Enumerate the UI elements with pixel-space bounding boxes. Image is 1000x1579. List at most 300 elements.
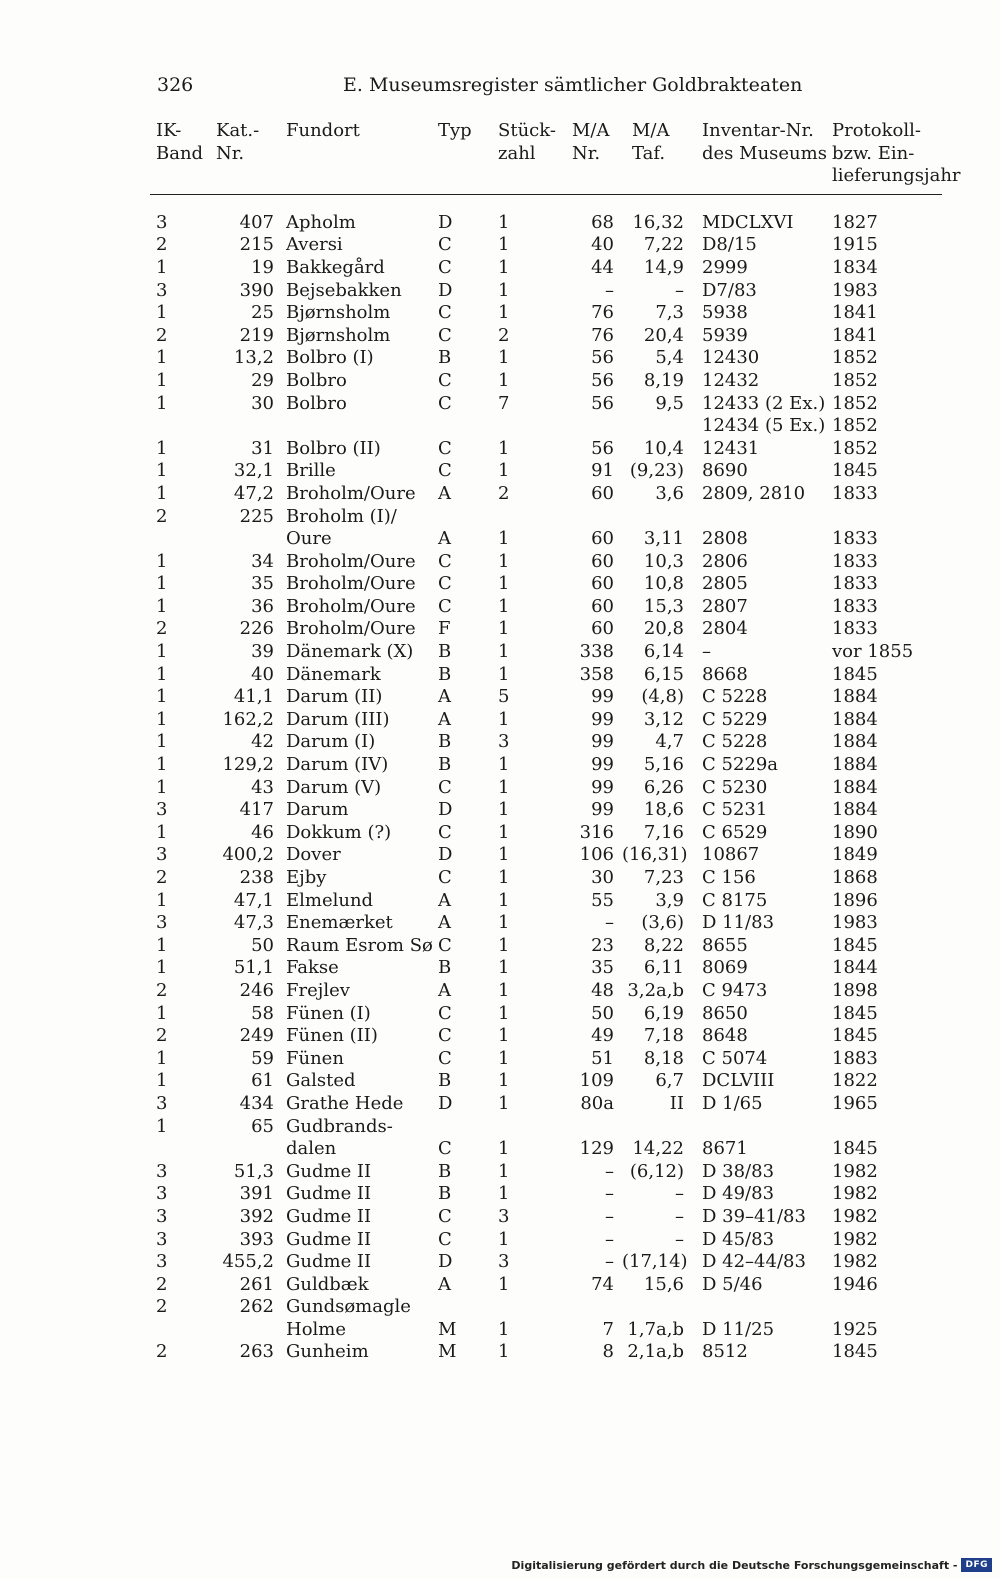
cell-typ: C xyxy=(438,867,452,888)
cell-fundort: Fünen xyxy=(286,1047,344,1069)
cell-protokoll: 1884 xyxy=(832,686,878,708)
cell-ik-band: 3 xyxy=(156,799,168,821)
cell-inventar-nr: D 11/25 xyxy=(702,1318,775,1340)
running-header xyxy=(157,74,803,104)
table-row xyxy=(150,551,942,574)
cell-protokoll: 1982 xyxy=(832,1228,878,1250)
cell-ma-taf: 20,4 xyxy=(643,324,684,346)
cell-fundort: Dänemark xyxy=(286,663,381,685)
cell-ma-nr: 60 xyxy=(591,550,614,572)
cell-ik-band: 1 xyxy=(156,1115,168,1137)
cell-kat-nr: 31 xyxy=(251,437,274,459)
museum-register-table xyxy=(150,120,961,1364)
cell-ma-taf: 9,5 xyxy=(655,392,684,414)
cell-kat-nr: 129,2 xyxy=(222,754,274,776)
cell-ik-band: 3 xyxy=(156,1228,168,1250)
cell-protokoll: 1884 xyxy=(832,799,878,821)
col-header-inventar-nr xyxy=(694,120,828,194)
table-row xyxy=(150,1116,942,1139)
cell-ik-band: 1 xyxy=(156,821,168,843)
col-header-line: Nr. xyxy=(572,142,601,164)
table-row xyxy=(150,1183,942,1206)
table-row xyxy=(150,1048,942,1071)
cell-kat-nr: 51,1 xyxy=(233,957,274,979)
cell-typ: A xyxy=(438,979,451,1001)
table-row xyxy=(150,844,942,867)
cell-typ: C xyxy=(438,234,452,256)
table-row xyxy=(150,822,942,845)
cell-fundort: Darum (V) xyxy=(286,776,382,798)
cell-stueckzahl: 1 xyxy=(498,437,510,459)
col-header-fundort xyxy=(280,120,434,194)
cell-stueckzahl: 1 xyxy=(498,528,510,550)
cell-ma-nr: 48 xyxy=(591,979,614,1001)
table-row xyxy=(150,302,942,325)
cell-kat-nr: 25 xyxy=(251,302,274,324)
footer-text: Digitalisierung gefördert durch die Deutsche Forschungsgemeinschaft - xyxy=(511,1558,958,1572)
col-header-line: IK- xyxy=(156,120,182,141)
table-row xyxy=(150,867,942,890)
cell-ma-nr: – xyxy=(605,912,614,934)
cell-ik-band xyxy=(150,528,206,551)
cell-ma-taf: 8,19 xyxy=(643,369,684,391)
cell-ik-band: 1 xyxy=(156,347,168,369)
cell-ma-nr: 76 xyxy=(591,302,614,324)
cell-stueckzahl: 1 xyxy=(498,799,510,821)
cell-ma-nr: 99 xyxy=(591,754,614,776)
cell-stueckzahl: 1 xyxy=(498,573,510,595)
cell-protokoll xyxy=(828,1116,942,1139)
table-row xyxy=(150,1138,942,1161)
cell-typ: B xyxy=(438,1183,452,1205)
cell-ma-taf: 6,15 xyxy=(643,663,684,685)
cell-inventar-nr: C 8175 xyxy=(702,889,768,911)
cell-typ: A xyxy=(438,528,451,550)
cell-typ: C xyxy=(438,573,452,595)
cell-protokoll: 1982 xyxy=(832,1183,878,1205)
cell-ma-nr: 99 xyxy=(591,731,614,753)
cell-ma-taf: 20,8 xyxy=(643,618,684,640)
cell-ma-nr: 74 xyxy=(591,1273,614,1295)
cell-protokoll: 1845 xyxy=(832,1138,878,1160)
cell-ik-band: 3 xyxy=(156,211,168,233)
cell-ma-nr: 60 xyxy=(591,618,614,640)
cell-kat-nr: 47,2 xyxy=(233,482,274,504)
col-header-line: Kat.- xyxy=(216,120,260,141)
col-header-line: zahl xyxy=(498,142,536,164)
cell-protokoll: 1965 xyxy=(832,1092,878,1114)
cell-inventar-nr: D 11/83 xyxy=(702,912,775,934)
cell-protokoll: 1896 xyxy=(832,889,878,911)
cell-fundort: Gudme II xyxy=(286,1183,372,1205)
cell-ik-band: 2 xyxy=(156,1341,168,1363)
cell-ma-taf xyxy=(622,1296,694,1319)
table-row xyxy=(150,438,942,461)
cell-fundort: Darum (I) xyxy=(286,731,376,753)
cell-fundort: Gudme II xyxy=(286,1251,372,1273)
cell-protokoll: 1849 xyxy=(832,844,878,866)
cell-kat-nr: 41,1 xyxy=(233,686,274,708)
cell-ma-taf: 18,6 xyxy=(643,799,684,821)
cell-fundort: Broholm/Oure xyxy=(286,573,416,595)
cell-ma-taf: 6,14 xyxy=(643,641,684,663)
cell-protokoll: 1845 xyxy=(832,460,878,482)
cell-ma-nr: – xyxy=(605,1160,614,1182)
cell-protokoll: 1915 xyxy=(832,234,878,256)
cell-stueckzahl xyxy=(488,1296,558,1319)
cell-stueckzahl: 2 xyxy=(498,482,510,504)
cell-ma-nr: 23 xyxy=(591,934,614,956)
cell-stueckzahl: 1 xyxy=(498,754,510,776)
table-row xyxy=(150,1251,942,1274)
table-row xyxy=(150,641,942,664)
cell-fundort: Broholm (I)/ xyxy=(286,505,397,527)
cell-ik-band: 1 xyxy=(156,1002,168,1024)
cell-kat-nr xyxy=(206,415,280,438)
cell-protokoll: 1845 xyxy=(832,663,878,685)
cell-typ: A xyxy=(438,708,451,730)
cell-kat-nr: 226 xyxy=(239,618,274,640)
cell-protokoll: 1884 xyxy=(832,731,878,753)
cell-protokoll: 1834 xyxy=(832,256,878,278)
cell-inventar-nr: D8/15 xyxy=(702,234,757,256)
cell-fundort: Enemærket xyxy=(286,912,393,934)
cell-protokoll: 1884 xyxy=(832,776,878,798)
cell-ma-taf: 5,16 xyxy=(643,754,684,776)
cell-ma-taf: 7,3 xyxy=(655,302,684,324)
cell-typ: C xyxy=(438,302,452,324)
cell-protokoll: 1845 xyxy=(832,1341,878,1363)
table-row xyxy=(150,890,942,913)
cell-ma-taf: 14,9 xyxy=(643,256,684,278)
cell-ma-taf: 6,11 xyxy=(643,957,684,979)
cell-kat-nr xyxy=(206,1138,280,1161)
cell-ma-taf: 1,7a,b xyxy=(627,1318,684,1340)
cell-typ: D xyxy=(438,211,453,233)
cell-ma-taf: 8,22 xyxy=(643,934,684,956)
cell-inventar-nr: 8690 xyxy=(702,460,748,482)
cell-fundort: Bolbro (II) xyxy=(286,437,381,459)
cell-ik-band: 2 xyxy=(156,1273,168,1295)
cell-ma-taf: 3,9 xyxy=(655,889,684,911)
cell-ma-taf: 4,7 xyxy=(655,731,684,753)
table-row xyxy=(150,957,942,980)
cell-ma-taf: 7,16 xyxy=(643,821,684,843)
cell-kat-nr: 392 xyxy=(239,1205,274,1227)
cell-ma-nr: 99 xyxy=(591,686,614,708)
cell-ik-band: 1 xyxy=(156,369,168,391)
cell-typ: B xyxy=(438,957,452,979)
cell-inventar-nr: 12433 (2 Ex.) xyxy=(702,392,826,414)
cell-ma-taf: – xyxy=(675,279,684,301)
cell-typ: C xyxy=(438,1002,452,1024)
cell-ma-taf: (16,31) xyxy=(622,844,688,866)
cell-typ: M xyxy=(438,1341,457,1363)
cell-inventar-nr: 12432 xyxy=(702,369,760,391)
cell-ma-nr: 68 xyxy=(591,211,614,233)
table-row xyxy=(150,664,942,687)
cell-ik-band: 2 xyxy=(156,234,168,256)
cell-fundort: Bolbro xyxy=(286,392,347,414)
cell-ma-taf: 7,18 xyxy=(643,1025,684,1047)
cell-protokoll: 1827 xyxy=(832,211,878,233)
cell-ik-band: 1 xyxy=(156,776,168,798)
cell-ik-band: 1 xyxy=(156,595,168,617)
col-header-line: Inventar-Nr. xyxy=(702,120,814,141)
cell-ma-taf: 7,23 xyxy=(643,867,684,888)
cell-typ: C xyxy=(438,595,452,617)
cell-ma-nr: 129 xyxy=(579,1138,614,1160)
cell-ma-taf: – xyxy=(675,1205,684,1227)
cell-inventar-nr xyxy=(694,1296,828,1319)
cell-typ: B xyxy=(438,1160,452,1182)
cell-ma-nr: 99 xyxy=(591,799,614,821)
cell-typ: C xyxy=(438,369,452,391)
cell-typ: D xyxy=(438,799,453,821)
cell-fundort: Brille xyxy=(286,460,336,482)
cell-ik-band: 1 xyxy=(156,550,168,572)
cell-kat-nr: 36 xyxy=(251,595,274,617)
cell-inventar-nr: 8069 xyxy=(702,957,748,979)
cell-typ xyxy=(434,506,488,529)
cell-fundort: Fünen (I) xyxy=(286,1002,371,1024)
cell-typ: M xyxy=(438,1318,457,1340)
cell-ik-band xyxy=(150,1138,206,1161)
cell-ma-taf: 6,26 xyxy=(643,776,684,798)
cell-ik-band: 2 xyxy=(156,1025,168,1047)
cell-kat-nr: 61 xyxy=(251,1070,274,1092)
cell-typ: D xyxy=(438,1251,453,1273)
cell-kat-nr: 215 xyxy=(239,234,274,256)
cell-stueckzahl xyxy=(488,1116,558,1139)
cell-fundort: Fakse xyxy=(286,957,339,979)
cell-kat-nr xyxy=(206,1319,280,1342)
cell-stueckzahl: 1 xyxy=(498,1341,510,1363)
cell-ma-taf: 6,19 xyxy=(643,1002,684,1024)
cell-stueckzahl: 1 xyxy=(498,1228,510,1250)
cell-fundort: Gudme II xyxy=(286,1205,372,1227)
cell-inventar-nr: – xyxy=(702,641,711,663)
cell-ik-band: 1 xyxy=(156,934,168,956)
col-header-line: M/A xyxy=(572,120,610,141)
cell-typ: A xyxy=(438,912,451,934)
cell-protokoll: 1883 xyxy=(832,1047,878,1069)
cell-stueckzahl: 1 xyxy=(498,618,510,640)
cell-kat-nr: 43 xyxy=(251,776,274,798)
col-header-line: Protokoll- xyxy=(832,120,921,141)
cell-stueckzahl: 1 xyxy=(498,595,510,617)
cell-stueckzahl: 1 xyxy=(498,302,510,324)
cell-fundort: Elmelund xyxy=(286,889,374,911)
cell-ma-taf: 5,4 xyxy=(655,347,684,369)
cell-typ: D xyxy=(438,279,453,301)
col-header-ik-band xyxy=(150,120,206,194)
cell-stueckzahl: 1 xyxy=(498,460,510,482)
cell-fundort: Dover xyxy=(286,844,341,866)
cell-stueckzahl: 1 xyxy=(498,821,510,843)
cell-typ: A xyxy=(438,482,451,504)
table-row xyxy=(150,1025,942,1048)
cell-fundort: Darum (II) xyxy=(286,686,383,708)
cell-typ: B xyxy=(438,347,452,369)
cell-ma-nr: 56 xyxy=(591,392,614,414)
cell-ik-band: 3 xyxy=(156,912,168,934)
cell-ma-nr: 106 xyxy=(579,844,614,866)
cell-typ xyxy=(434,1116,488,1139)
cell-kat-nr: 391 xyxy=(239,1183,274,1205)
cell-ma-nr: – xyxy=(605,1205,614,1227)
cell-kat-nr: 34 xyxy=(251,550,274,572)
cell-ik-band: 1 xyxy=(156,437,168,459)
cell-typ: C xyxy=(438,1138,452,1160)
cell-ma-taf: – xyxy=(675,1183,684,1205)
cell-stueckzahl: 1 xyxy=(498,1002,510,1024)
cell-protokoll: 1890 xyxy=(832,821,878,843)
col-header-line: des Museums xyxy=(702,142,827,164)
cell-fundort: Bolbro (I) xyxy=(286,347,374,369)
cell-inventar-nr: C 5231 xyxy=(702,799,768,821)
cell-ma-taf: 15,6 xyxy=(643,1273,684,1295)
cell-stueckzahl: 1 xyxy=(498,776,510,798)
cell-kat-nr: 47,1 xyxy=(233,889,274,911)
dfg-logo: DFG xyxy=(961,1558,992,1572)
cell-ma-nr: 99 xyxy=(591,776,614,798)
running-title: E. Museumsregister sämtlicher Goldbrakteaten xyxy=(343,74,803,96)
cell-protokoll: 1898 xyxy=(832,979,878,1001)
cell-fundort: Broholm/Oure xyxy=(286,595,416,617)
cell-ma-taf: 8,18 xyxy=(643,1047,684,1069)
cell-ma-nr: 316 xyxy=(579,821,614,843)
cell-stueckzahl: 1 xyxy=(498,1183,510,1205)
col-header-typ xyxy=(434,120,488,194)
cell-inventar-nr: 8648 xyxy=(702,1025,748,1047)
cell-ik-band: 1 xyxy=(156,302,168,324)
table-row xyxy=(150,1070,942,1093)
table-row xyxy=(150,799,942,822)
cell-kat-nr: 261 xyxy=(239,1273,274,1295)
cell-protokoll: 1852 xyxy=(832,437,878,459)
col-header-line: bzw. Ein- xyxy=(832,142,915,164)
cell-ma-nr: 8 xyxy=(602,1341,614,1363)
cell-kat-nr: 219 xyxy=(239,324,274,346)
cell-kat-nr xyxy=(206,528,280,551)
cell-ma-nr: 60 xyxy=(591,528,614,550)
cell-fundort: Dokkum (?) xyxy=(286,821,392,843)
table-row xyxy=(150,528,942,551)
cell-typ: A xyxy=(438,889,451,911)
cell-protokoll xyxy=(828,1296,942,1319)
cell-kat-nr: 51,3 xyxy=(233,1160,274,1182)
cell-fundort: Frejlev xyxy=(286,979,350,1001)
table-row xyxy=(150,709,942,732)
cell-fundort: Grathe Hede xyxy=(286,1092,404,1114)
cell-kat-nr: 39 xyxy=(251,641,274,663)
cell-fundort: Darum (IV) xyxy=(286,754,389,776)
cell-inventar-nr: 10867 xyxy=(702,844,760,866)
cell-fundort: Darum (III) xyxy=(286,708,390,730)
cell-ma-taf: (3,6) xyxy=(641,912,684,934)
cell-kat-nr: 238 xyxy=(239,867,274,888)
cell-typ: C xyxy=(438,460,452,482)
cell-ma-nr xyxy=(558,506,622,529)
table-row xyxy=(150,325,942,348)
cell-ma-taf: – xyxy=(675,1228,684,1250)
col-header-line: Taf. xyxy=(632,142,666,164)
cell-typ: B xyxy=(438,663,452,685)
table-row xyxy=(150,280,942,303)
cell-protokoll: 1833 xyxy=(832,618,878,640)
cell-stueckzahl: 1 xyxy=(498,1160,510,1182)
cell-kat-nr: 46 xyxy=(251,821,274,843)
cell-protokoll: 1852 xyxy=(832,392,878,414)
cell-stueckzahl: 7 xyxy=(498,392,510,414)
cell-ma-nr: 60 xyxy=(591,595,614,617)
cell-protokoll: 1841 xyxy=(832,302,878,324)
cell-typ: C xyxy=(438,821,452,843)
cell-inventar-nr: C 5229 xyxy=(702,708,768,730)
cell-ma-nr: 44 xyxy=(591,256,614,278)
cell-ik-band: 1 xyxy=(156,256,168,278)
cell-ik-band: 1 xyxy=(156,889,168,911)
cell-protokoll: 1946 xyxy=(832,1273,878,1295)
cell-inventar-nr: D 49/83 xyxy=(702,1183,775,1205)
col-header-protokoll xyxy=(828,120,961,194)
cell-inventar-nr: 12430 xyxy=(702,347,760,369)
table-header-row xyxy=(150,120,942,194)
cell-protokoll: 1884 xyxy=(832,754,878,776)
cell-fundort: Broholm/Oure xyxy=(286,618,416,640)
cell-inventar-nr: C 5228 xyxy=(702,731,768,753)
table-row xyxy=(150,731,942,754)
cell-ma-nr: – xyxy=(605,1183,614,1205)
col-header-stueckzahl xyxy=(488,120,558,194)
cell-inventar-nr xyxy=(694,1116,828,1139)
cell-kat-nr: 407 xyxy=(239,211,274,233)
cell-inventar-nr: 8650 xyxy=(702,1002,748,1024)
cell-protokoll: 1845 xyxy=(832,934,878,956)
cell-ma-nr: 60 xyxy=(591,573,614,595)
cell-stueckzahl: 1 xyxy=(498,979,510,1001)
cell-ik-band: 3 xyxy=(156,1183,168,1205)
cell-ma-taf: 3,11 xyxy=(643,528,684,550)
cell-stueckzahl: 1 xyxy=(498,663,510,685)
table-row xyxy=(150,393,942,416)
cell-ik-band: 1 xyxy=(156,482,168,504)
cell-stueckzahl: 3 xyxy=(498,731,510,753)
table-row xyxy=(150,686,942,709)
table-row xyxy=(150,234,942,257)
cell-typ: C xyxy=(438,934,452,956)
cell-ik-band xyxy=(150,1319,206,1342)
cell-ik-band: 2 xyxy=(156,979,168,1001)
cell-protokoll: 1841 xyxy=(832,324,878,346)
cell-protokoll: 1884 xyxy=(832,708,878,730)
table-row xyxy=(150,573,942,596)
cell-ma-taf: 14,22 xyxy=(632,1138,684,1160)
cell-kat-nr: 434 xyxy=(239,1092,274,1114)
cell-inventar-nr: 2805 xyxy=(702,573,748,595)
cell-typ: A xyxy=(438,1273,451,1295)
cell-ik-band: 3 xyxy=(156,1160,168,1182)
cell-ik-band: 1 xyxy=(156,573,168,595)
cell-ma-taf: 10,4 xyxy=(643,437,684,459)
table-row xyxy=(150,370,942,393)
cell-ma-taf xyxy=(622,506,694,529)
cell-inventar-nr: C 5228 xyxy=(702,686,768,708)
cell-ma-nr: – xyxy=(605,279,614,301)
cell-ik-band: 3 xyxy=(156,279,168,301)
cell-fundort: Broholm/Oure xyxy=(286,482,416,504)
